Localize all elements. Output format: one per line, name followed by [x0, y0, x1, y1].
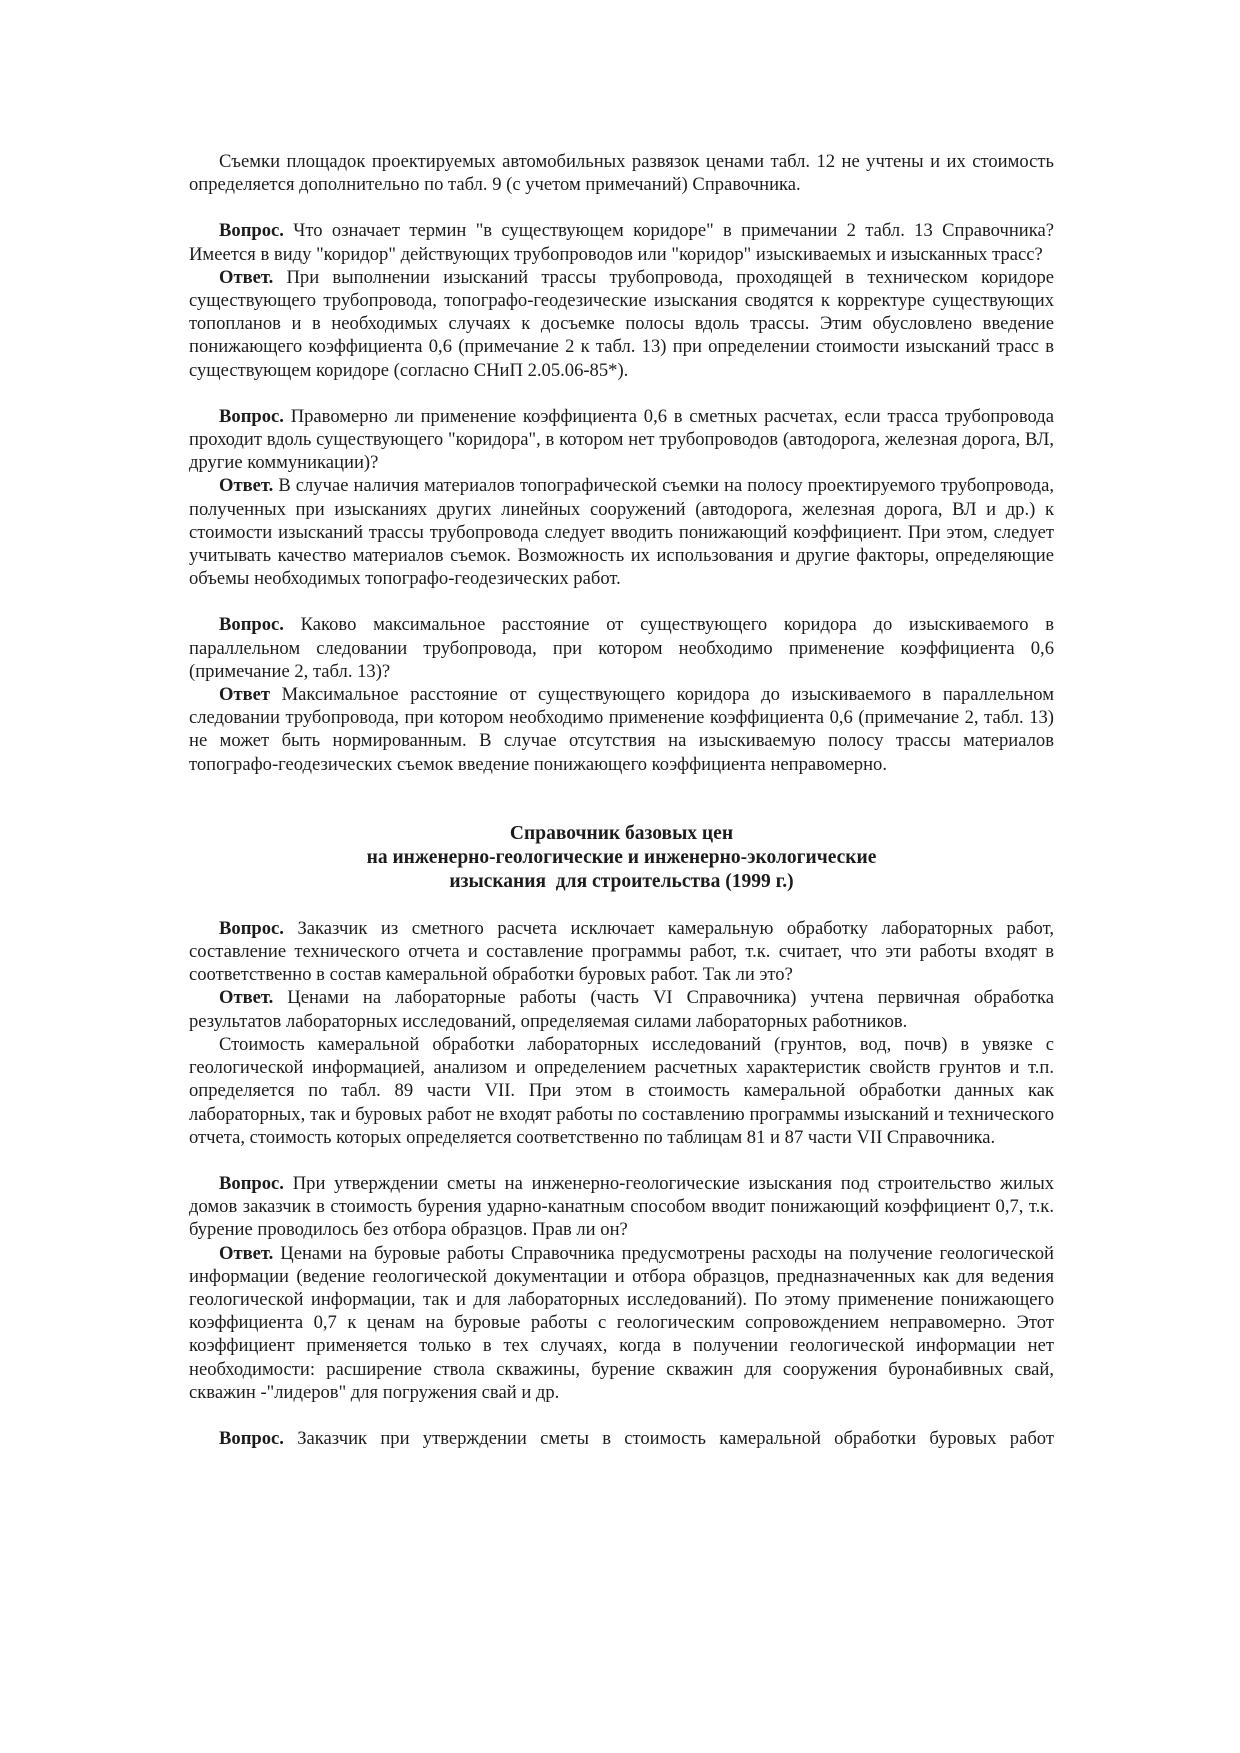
- section-heading-line-1: Справочник базовых цен: [509, 822, 734, 844]
- question-2: [189, 405, 1054, 475]
- spacer: [189, 590, 1054, 613]
- question-label: Вопрос.: [219, 1172, 284, 1194]
- answer-3: [189, 683, 1054, 776]
- answer-4-continuation: Стоимость камеральной обработки лабораторных исследований (грунтов, вод, почв) в увязке с геологической информацией, анализом и определением расчетных характеристик свойств грунтов и т.п. определяется по табл. 89 части VII. При этом в стоимость камеральной обработки данных как лабораторных, так и буровых работ не входят работы по составлению программы изысканий и технического отчета, стоимость которых определяется соответственно по таблицам 81 и 87 части VII Справочника.: [189, 1033, 1054, 1148]
- intro-paragraph: Съемки площадок проектируемых автомобильных развязок ценами табл. 12 не учтены и их стоимость определяется дополнительно по табл. 9 (с учетом примечаний) Справочника.: [189, 151, 1054, 196]
- answer-label: Ответ.: [219, 1242, 274, 1264]
- question-label: Вопрос.: [219, 1427, 284, 1449]
- question-label: Вопрос.: [219, 405, 284, 427]
- question-1: [189, 219, 1054, 265]
- question-3: [189, 613, 1054, 683]
- question-text: При утверждении сметы на инженерно-геологические изыскания под строительство жилых домов заказчик в стоимость бурения ударно-канатным способом вводит понижающий коэффициент 0,7, т.к. бурение проводилось без отбора образцов. Прав ли он?: [189, 1172, 1054, 1241]
- spacer: [189, 196, 1054, 219]
- question-text: Каково максимальное расстояние от существующего коридора до изыскиваемого в параллельном следовании трубопровода, при котором необходимо применение коэффициента 0,6 (примечание 2, табл. 13)?: [189, 614, 1054, 682]
- answer-4: [189, 986, 1054, 1032]
- answer-text: Максимальное расстояние от существующего коридора до изыскиваемого в параллельном следовании трубопровода, при котором необходимо применение коэффициента 0,6 (примечание 2, табл. 13) не может быть нормированным. В случае отсутствия на изыскиваемую полосу трассы материалов топографо-геодезических съемок введение понижающего коэффициента неправомерно.: [189, 684, 1054, 775]
- answer-1: [189, 266, 1054, 382]
- answer-5: [189, 1242, 1054, 1404]
- question-6: [189, 1427, 1054, 1450]
- question-text: Заказчик при утверждении сметы в стоимость камеральной обработки буровых работ: [297, 1427, 1054, 1449]
- question-label: Вопрос.: [219, 220, 284, 242]
- spacer: [189, 382, 1054, 405]
- spacer: [189, 776, 1054, 822]
- answer-label: Ответ: [219, 684, 271, 706]
- spacer: [189, 894, 1054, 917]
- question-label: Вопрос.: [219, 917, 284, 939]
- question-label: Вопрос.: [219, 614, 284, 636]
- question-5: [189, 1172, 1054, 1242]
- section-heading-line-3: изыскания для строительства (1999 г.): [449, 870, 794, 892]
- spacer: [189, 1404, 1054, 1427]
- question-text: Заказчик из сметного расчета исключает камеральную обработку лабораторных работ, составление технического отчета и составление программы работ, т.к. считает, что эти работы входят в соответственно в состав камеральной обработки буровых работ. Так ли это?: [189, 917, 1054, 986]
- question-4: [189, 917, 1054, 987]
- answer-text: При выполнении изысканий трассы трубопровода, проходящей в техническом коридоре существующего трубопровода, топографо-геодезические изыскания сводятся к корректуре существующих топопланов и в необходимых случаях к досъемке полосы вдоль трассы. Этим обусловлено введение понижающего коэффициента 0,6 (примечание 2 к табл. 13) при определении стоимости изысканий трасс в существующем коридоре (согласно СНиП 2.05.06-85*).: [189, 266, 1054, 381]
- answer-text: В случае наличия материалов топографической съемки на полосу проектируемого трубопровода, полученных при изысканиях других линейных сооружений (автодорога, железная дорога, ВЛ и др.) к стоимости изысканий трассы трубопровода следует вводить понижающий коэффициент. При этом, следует учитывать качество материалов съемок. Возможность их использования и другие факторы, определяющие объемы необходимых топографо-геодезических работ.: [189, 475, 1054, 590]
- question-text: Правомерно ли применение коэффициента 0,6 в сметных расчетах, если трасса трубопровода проходит вдоль существующего "коридора", в котором нет трубопроводов (автодорога, железная дорога, ВЛ, другие коммуникации)?: [189, 405, 1054, 474]
- answer-label: Ответ.: [219, 475, 274, 497]
- answer-2: [189, 474, 1054, 590]
- answer-text: Ценами на лабораторные работы (часть VI Справочника) учтена первичная обработка результатов лабораторных исследований, определяемая силами лабораторных работников.: [189, 987, 1054, 1032]
- answer-label: Ответ.: [219, 987, 274, 1009]
- answer-label: Ответ.: [219, 266, 274, 288]
- question-text: Что означает термин "в существующем коридоре" в примечании 2 табл. 13 Справочника? Имеется в виду "коридор" действующих трубопроводов или "коридор" изыскиваемых и изысканных трасс?: [189, 220, 1054, 265]
- answer-text: Ценами на буровые работы Справочника предусмотрены расходы на получение геологической информации (ведение геологической документации и отбора образцов, предназначенных как для ведения геологической информации, так и для лабораторных исследований). По этому применение понижающего коэффициента 0,7 к ценам на буровые работы с геологическим сопровождением неправомерно. Этот коэффициент применяется только в тех случаях, когда в получении геологической информации нет необходимости: расширение ствола скважины, бурение скважин для сооружения буронабивных свай, скважин -"лидеров" для погружения свай и др.: [189, 1242, 1054, 1403]
- document-page: [189, 150, 1054, 1450]
- section-heading-line-2: на инженерно-геологические и инженерно-экологические: [366, 846, 877, 868]
- section-heading: [189, 822, 1054, 894]
- spacer: [189, 1149, 1054, 1172]
